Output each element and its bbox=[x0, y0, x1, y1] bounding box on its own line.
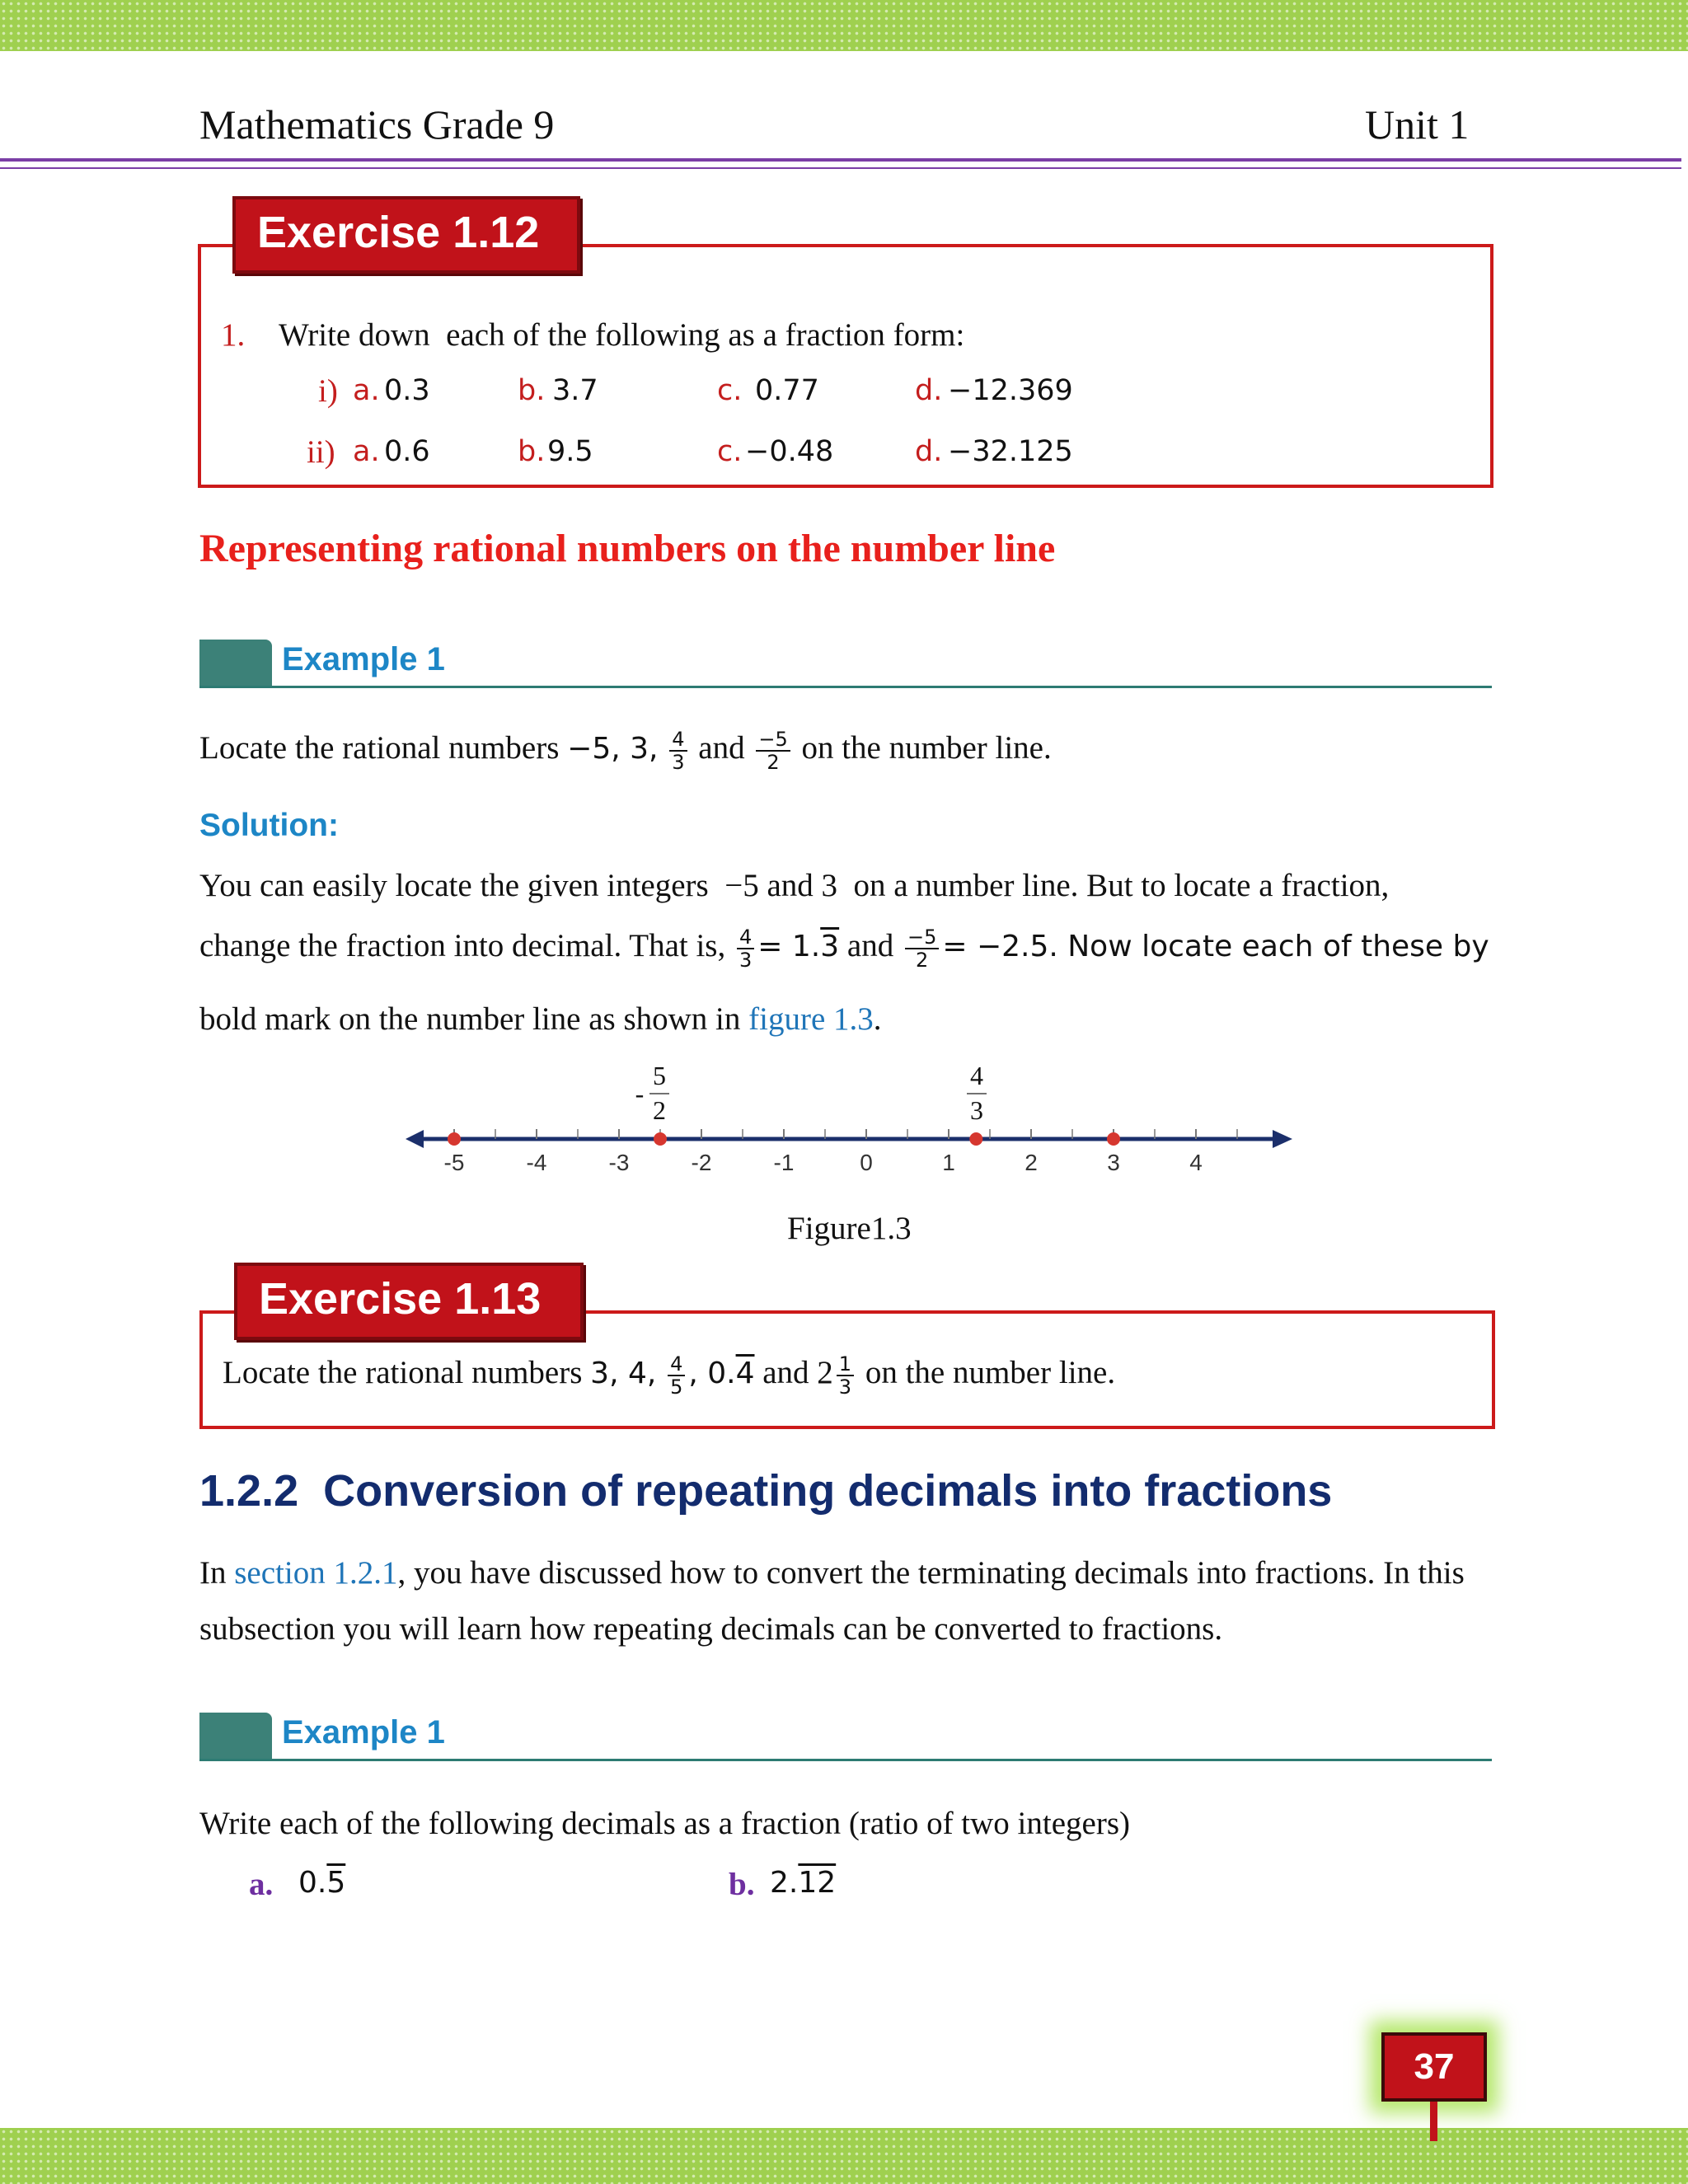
item-value-a: 0.6 bbox=[384, 435, 430, 468]
problem-tail: on the number line. bbox=[801, 729, 1052, 766]
item-label-c: c. bbox=[717, 435, 743, 468]
fraction-neg-five-halves bbox=[905, 926, 939, 971]
example-1-bar bbox=[199, 640, 1492, 688]
figure-link[interactable]: figure 1.3 bbox=[748, 1001, 874, 1037]
row-label: ii) bbox=[307, 434, 335, 470]
example-label: Example 1 bbox=[282, 1714, 445, 1750]
item-label-a: a. bbox=[353, 374, 380, 407]
subsection-paragraph-2: subsection you will learn how repeating decimals can be converted to fractions. bbox=[199, 1611, 1223, 1647]
neg-fraction-denominator: 2 bbox=[653, 1095, 666, 1125]
exercise-1-12-title: Exercise 1.12 bbox=[232, 196, 580, 274]
fraction-four-fifths bbox=[668, 1353, 685, 1398]
item-label-b: b. bbox=[518, 435, 546, 468]
example-2-text: Write each of the following decimals as a fraction (ratio of two integers) bbox=[199, 1806, 1131, 1841]
header-unit: Unit 1 bbox=[1365, 101, 1470, 148]
numerator: 4 bbox=[668, 1353, 685, 1376]
denominator: 2 bbox=[767, 751, 780, 774]
item-value-a: 0.3 bbox=[384, 374, 430, 407]
subsection-title: 1.2.2 Conversion of repeating decimals into fractions bbox=[199, 1466, 1333, 1516]
plotted-point bbox=[1107, 1132, 1120, 1146]
item-b-prefix: 2. bbox=[770, 1866, 799, 1900]
line3-text: bold mark on the number line as shown in bbox=[199, 1001, 741, 1037]
left-arrow-icon bbox=[406, 1130, 424, 1148]
numerator: 1 bbox=[837, 1353, 854, 1376]
tick-label: 2 bbox=[1025, 1150, 1038, 1175]
number-line-static bbox=[406, 1130, 1292, 1148]
ex13-tail: on the number line. bbox=[865, 1354, 1116, 1390]
tick-label: -1 bbox=[773, 1150, 795, 1175]
plotted-point bbox=[654, 1132, 667, 1146]
ex13-decimal: , 0. bbox=[688, 1356, 736, 1390]
header-subject: Mathematics Grade 9 bbox=[199, 101, 555, 148]
page-number: 37 bbox=[1381, 2032, 1487, 2102]
tick-label: 4 bbox=[1189, 1150, 1203, 1175]
denominator: 3 bbox=[738, 949, 753, 972]
item-value-d: −32.125 bbox=[948, 435, 1073, 468]
denominator: 3 bbox=[672, 751, 685, 774]
equals-neg-decimal: = −2.5. Now locate each of these by bbox=[942, 929, 1489, 963]
example-2-bar bbox=[199, 1713, 1492, 1761]
item-a-label: a. bbox=[249, 1867, 274, 1902]
tick-label: 0 bbox=[860, 1150, 873, 1175]
right-arrow-icon bbox=[1273, 1130, 1292, 1148]
tick-label: -4 bbox=[526, 1150, 547, 1175]
p1-rest: , you have discussed how to convert the terminating decimals into fractions. In this bbox=[397, 1555, 1465, 1591]
numerator: −5 bbox=[756, 729, 790, 752]
subsection-paragraph-1 bbox=[199, 1554, 1465, 1591]
tick-label: 3 bbox=[1107, 1150, 1120, 1175]
repeating-digit: 3 bbox=[820, 929, 840, 963]
item-a-prefix: 0. bbox=[298, 1866, 327, 1900]
solution-line-2 bbox=[199, 926, 1489, 971]
item-label-b: b. bbox=[518, 374, 546, 407]
line2-and: and bbox=[846, 927, 894, 963]
ex13-and-two: and 2 bbox=[762, 1354, 833, 1390]
problem-and: and bbox=[698, 729, 745, 766]
problem-text: Locate the rational numbers bbox=[199, 729, 560, 766]
item-value-c: −0.48 bbox=[745, 435, 834, 468]
tick-label: 1 bbox=[942, 1150, 955, 1175]
denominator: 3 bbox=[838, 1376, 852, 1399]
fraction-four-thirds bbox=[669, 729, 687, 773]
ex13-integers: 3, 4, bbox=[590, 1356, 657, 1390]
item-value-b: 9.5 bbox=[547, 435, 593, 468]
question-text: Write down each of the following as a fraction form: bbox=[279, 317, 965, 353]
example-marker bbox=[199, 1713, 272, 1759]
line3-period: . bbox=[873, 1001, 882, 1037]
neg-fraction-numerator: 5 bbox=[653, 1061, 666, 1090]
number-line-marks bbox=[444, 1129, 1237, 1175]
solution-line-1: You can easily locate the given integers −5 and 3 on a number line. But to locate a fraction, bbox=[199, 868, 1390, 903]
item-label-d: d. bbox=[915, 374, 943, 407]
pos-fraction-numerator: 4 bbox=[970, 1061, 983, 1090]
numerator: 4 bbox=[737, 926, 754, 949]
item-a-repeating: 5 bbox=[326, 1866, 346, 1900]
example-marker bbox=[199, 640, 272, 686]
equals-decimal: = 1. bbox=[757, 929, 821, 963]
problem-integers: −5, 3, bbox=[567, 731, 659, 766]
denominator: 5 bbox=[670, 1376, 683, 1399]
example-1-problem bbox=[199, 729, 1052, 773]
exercise-1-13-title: Exercise 1.13 bbox=[234, 1263, 584, 1340]
header-rule-thin bbox=[0, 167, 1681, 169]
tick-label: -2 bbox=[691, 1150, 712, 1175]
item-b-label: b. bbox=[729, 1867, 755, 1902]
example-label: Example 1 bbox=[282, 641, 445, 677]
tick-label: -3 bbox=[608, 1150, 630, 1175]
section-link[interactable]: section 1.2.1 bbox=[234, 1555, 398, 1591]
solution-line-3 bbox=[199, 1001, 882, 1038]
item-label-d: d. bbox=[915, 435, 943, 468]
line2-text: change the fraction into decimal. That is, bbox=[199, 927, 726, 963]
fraction-one-third bbox=[837, 1353, 854, 1398]
item-label-a: a. bbox=[353, 435, 380, 468]
item-b-value bbox=[770, 1866, 836, 1900]
question-number: 1. bbox=[221, 317, 246, 353]
item-value-d: −12.369 bbox=[948, 374, 1073, 407]
solution-heading: Solution: bbox=[199, 808, 339, 843]
fraction-neg-five-halves bbox=[756, 729, 790, 773]
number-line-figure bbox=[396, 1055, 1302, 1187]
neg-fraction-sign: - bbox=[635, 1079, 645, 1108]
top-decorative-band bbox=[0, 0, 1688, 51]
item-b-repeating: 12 bbox=[798, 1866, 837, 1900]
denominator: 2 bbox=[916, 949, 929, 972]
row-label: i) bbox=[318, 373, 338, 409]
numerator: 4 bbox=[669, 729, 687, 752]
exercise-1-13-text bbox=[223, 1353, 1115, 1398]
ex13-text: Locate the rational numbers bbox=[223, 1354, 583, 1390]
section-title: Representing rational numbers on the number line bbox=[199, 527, 1056, 570]
numerator: −5 bbox=[905, 926, 939, 949]
tick-label: -5 bbox=[443, 1150, 465, 1175]
figure-caption: Figure1.3 bbox=[787, 1211, 912, 1246]
item-label-c: c. bbox=[717, 374, 743, 407]
ex13-repeating-digit: 4 bbox=[735, 1356, 755, 1390]
p1-start: In bbox=[199, 1555, 227, 1591]
fraction-four-thirds bbox=[737, 926, 754, 971]
item-value-b: 3.7 bbox=[552, 374, 598, 407]
pos-fraction-denominator: 3 bbox=[970, 1095, 983, 1125]
item-a-value bbox=[298, 1866, 345, 1900]
item-value-c: 0.77 bbox=[755, 374, 819, 407]
page-number-stem bbox=[1430, 2102, 1437, 2141]
plotted-point bbox=[448, 1132, 461, 1146]
plotted-point bbox=[969, 1132, 982, 1146]
header-rule bbox=[0, 158, 1681, 162]
